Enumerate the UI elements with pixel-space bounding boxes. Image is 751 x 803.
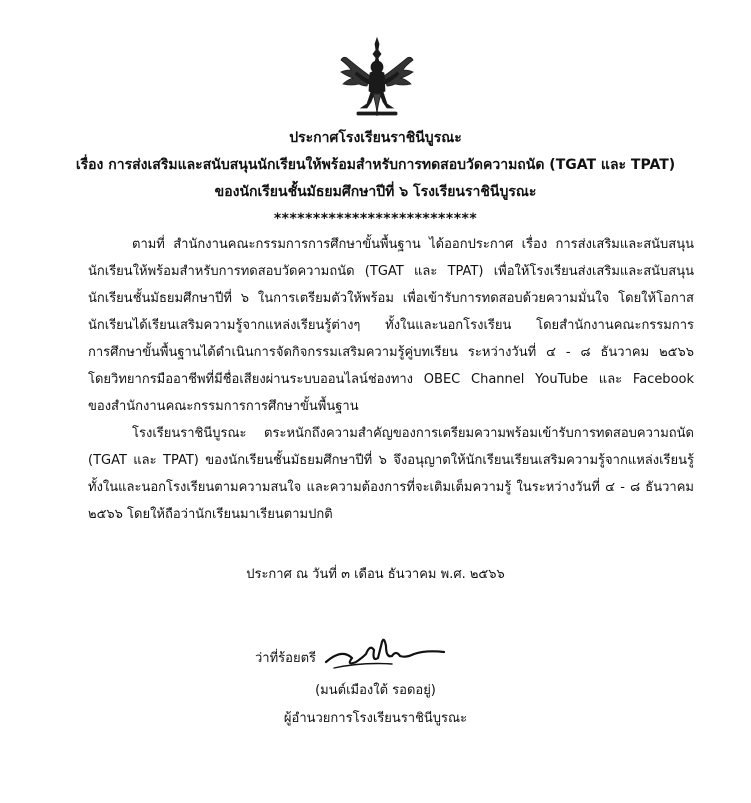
paragraph-line: นักเรียนได้เรียนเสริมความรู้จากแหล่งเรียนรู้ต่างๆ ทั้งในและนอกโรงเรียน โดยสำนักงานคณะกรรมการ [88,318,694,333]
announcement-date: ประกาศ ณ วันที่ ๓ เดือน ธันวาคม พ.ศ. ๒๕๖๖ [246,567,505,582]
paragraph-line: ของสำนักงานคณะกรรมการการศึกษาขั้นพื้นฐาน [88,399,359,414]
announcement-subject: เรื่อง การส่งเสริมและสนับสนุนนักเรียนให้พร้อมสำหรับการทดสอบวัดความถนัด (TGAT และ TPAT) [75,157,676,173]
announcement-heading: ประกาศโรงเรียนราชินีบูรณะ [289,130,462,146]
paragraph-background [88,231,694,420]
paragraph-line: ทั้งในและนอกโรงเรียนตามความสนใจ และความต้องการที่จะเติมเต็มความรู้ ในระหว่างวันที่ ๔ - ๘ ธันวาคม [88,480,694,495]
announcement-audience: ของนักเรียนชั้นมัธยมศึกษาปีที่ ๖ โรงเรียนราชินีบูรณะ [214,184,537,200]
signatory-name: (มนต์เมืองใต้ รอดอยู่) [315,683,436,698]
paragraph-line: ตามที่ สำนักงานคณะกรรมการการศึกษาขั้นพื้นฐาน ได้ออกประกาศ เรื่อง การส่งเสริมและสนับสนุน [132,237,694,252]
handwritten-signature-icon [322,628,447,676]
asterisk-divider: ************************** [273,211,478,227]
paragraph-line: โรงเรียนราชินีบูรณะ ตระหนักถึงความสำคัญของการเตรียมความพร้อมเข้ารับการทดสอบความถนัด [132,426,694,441]
paragraph-line: ๒๕๖๖ โดยให้ถือว่านักเรียนมาเรียนตามปกติ [88,507,333,522]
paragraph-line: นักเรียนให้พร้อมสำหรับการทดสอบวัดความถนัด (TGAT และ TPAT) เพื่อให้โรงเรียนส่งเสริมและสนับสนุน [88,264,694,279]
paragraph-decision [88,420,694,528]
paragraph-line: (TGAT และ TPAT) ของนักเรียนชั้นมัธยมศึกษาปีที่ ๖ จึงอนุญาตให้นักเรียนเรียนเสริมความรู้จากแหล่งเรียนรู้ [88,453,694,468]
paragraph-line: โดยวิทยากรมืออาชีพที่มีชื่อเสียงผ่านระบบออนไลน์ช่องทาง OBEC Channel YouTube และ Facebook [88,372,694,387]
signatory-position: ผู้อำนวยการโรงเรียนราชินีบูรณะ [283,711,468,726]
paragraph-line: การศึกษาขั้นพื้นฐานได้ดำเนินการจัดกิจกรรมเสริมความรู้คู่บทเรียน ระหว่างวันที่ ๔ - ๘ ธันวาคม ๒๕๖๖ [88,345,694,360]
garuda-emblem-icon [337,36,417,122]
signatory-rank: ว่าที่ร้อยตรี [255,651,317,666]
paragraph-line: นักเรียนชั้นมัธยมศึกษาปีที่ ๖ ในการเตรียมตัวให้พร้อม เพื่อเข้ารับการทดสอบด้วยความมั่นใจ โดยให้โอกาส [88,291,694,306]
